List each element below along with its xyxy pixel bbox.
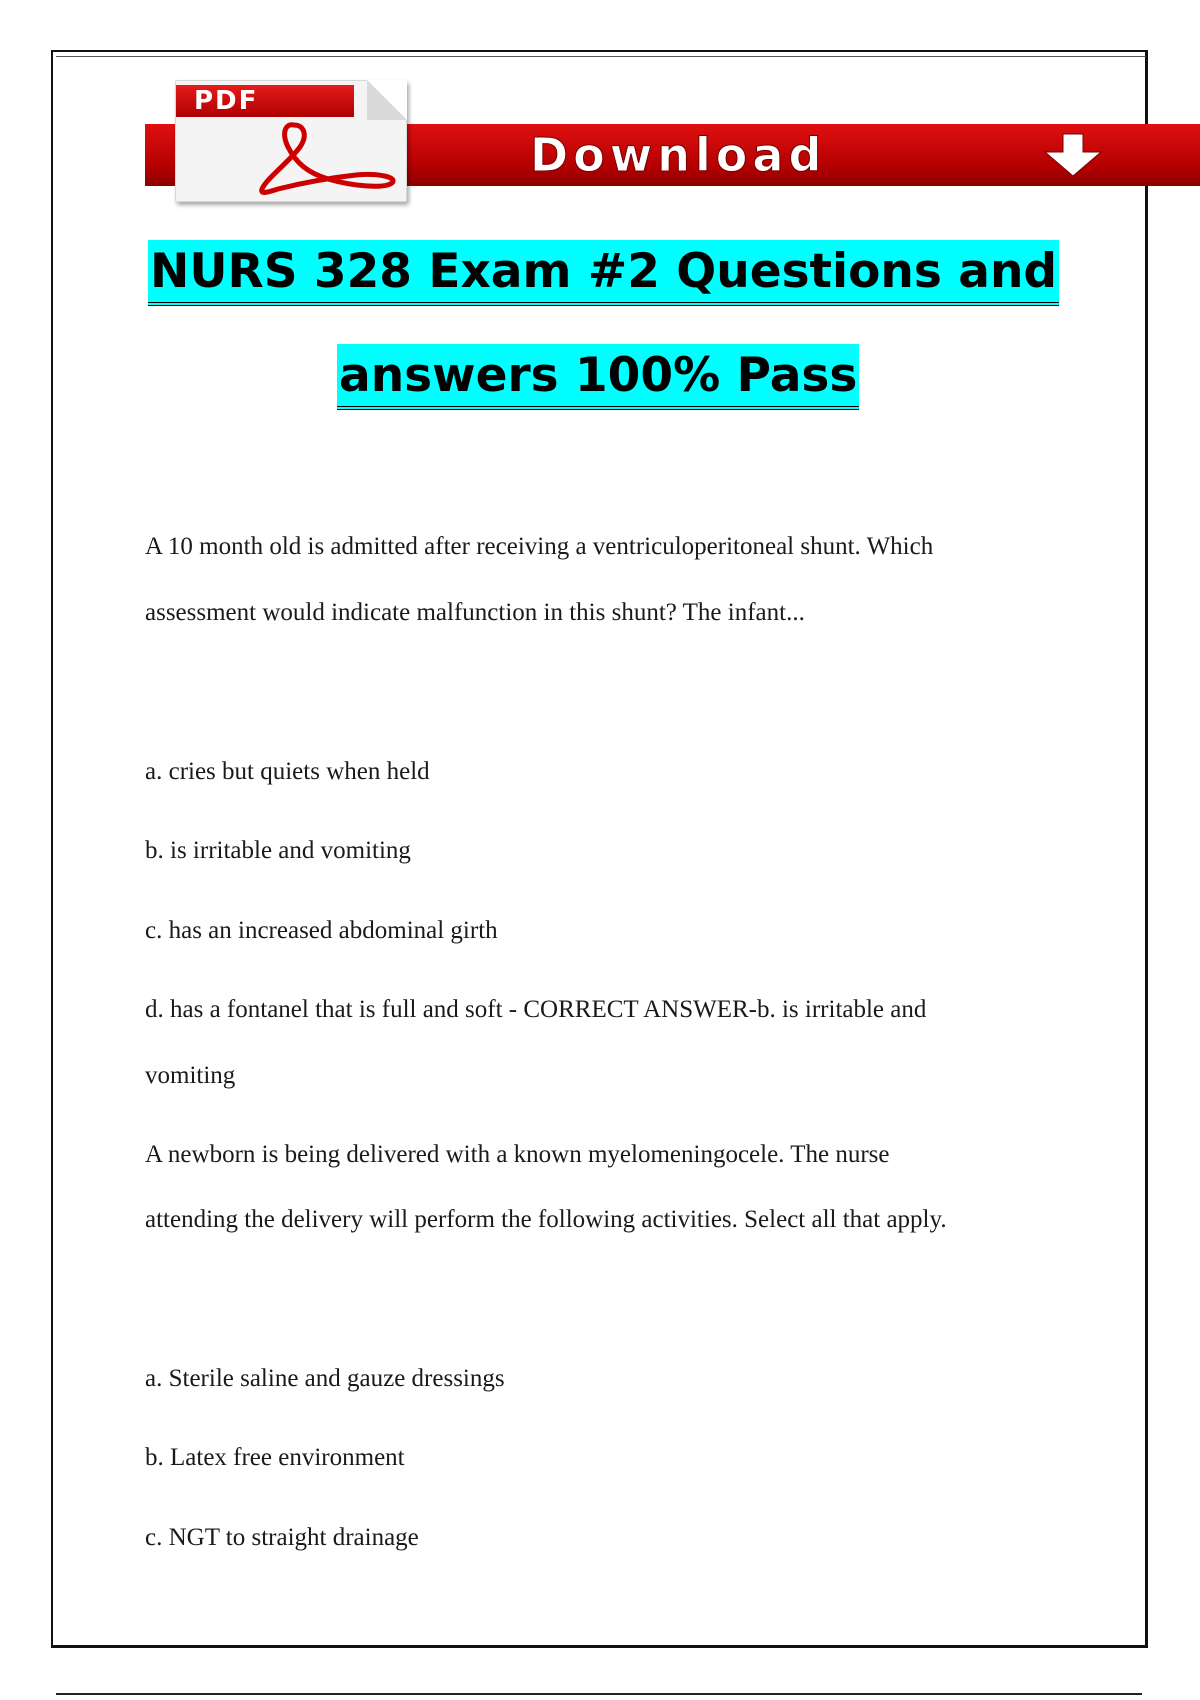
question-2-option-a: a. Sterile saline and gauze dressings: [145, 1365, 505, 1392]
question-1-option-a: a. cries but quiets when held: [145, 758, 430, 785]
download-arrow-icon: [1033, 132, 1113, 178]
question-2-text-line-1: A newborn is being delivered with a known myelomeningocele. The nurse: [145, 1141, 890, 1168]
question-2-text-line-2: attending the delivery will perform the following activities. Select all that apply.: [145, 1206, 947, 1233]
title-line-1: NURS 328 Exam #2 Questions and: [148, 240, 1059, 306]
question-1-option-c: c. has an increased abdominal girth: [145, 917, 498, 944]
question-2-option-c: c. NGT to straight drainage: [145, 1524, 419, 1551]
footer-rule: [56, 1693, 1142, 1695]
question-1-text-line-1: A 10 month old is admitted after receiving a ventriculoperitoneal shunt. Which: [145, 533, 934, 560]
pdf-document-icon: [175, 80, 407, 202]
question-1-answer-continuation: vomiting: [145, 1062, 236, 1089]
pdf-tag: PDF: [176, 85, 354, 117]
download-label: Download: [530, 128, 827, 182]
question-1-text-line-2: assessment would indicate malfunction in this shunt? The infant...: [145, 599, 805, 626]
download-banner[interactable]: [145, 80, 1200, 200]
question-2-option-b: b. Latex free environment: [145, 1444, 405, 1471]
page-fold: [367, 80, 407, 120]
title-line-2: answers 100% Pass: [337, 344, 859, 410]
question-1-option-d: d. has a fontanel that is full and soft - CORRECT ANSWER-b. is irritable and: [145, 996, 927, 1023]
question-1-option-b: b. is irritable and vomiting: [145, 837, 411, 864]
frame-top-rule: [56, 56, 1146, 57]
acrobat-logo-icon: [232, 117, 402, 197]
